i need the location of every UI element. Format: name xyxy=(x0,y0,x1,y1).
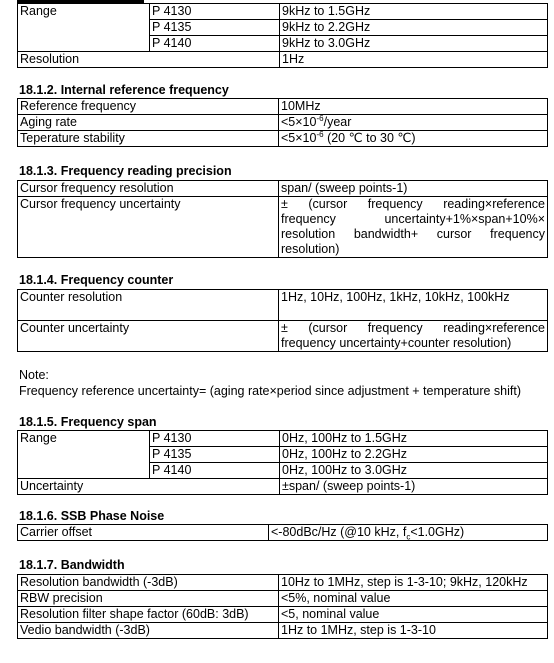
internal-reference-table xyxy=(17,98,548,147)
range-label: Range xyxy=(18,4,150,52)
row-value: <5, nominal value xyxy=(279,607,548,623)
row-label: Vedio bandwidth (-3dB) xyxy=(18,623,279,639)
value-text: /year xyxy=(323,115,352,129)
frequency-reading-table xyxy=(17,180,548,258)
row-value: <5%, nominal value xyxy=(279,591,548,607)
table-row xyxy=(18,52,548,68)
table-row xyxy=(18,525,548,541)
table-row xyxy=(18,591,548,607)
model-cell: P 4130 xyxy=(150,431,280,447)
section-heading-frequency-reading: 18.1.3. Frequency reading precision xyxy=(19,164,232,178)
value-subscript: c xyxy=(406,532,411,541)
row-value xyxy=(279,131,548,147)
value-text: <1.0GHz) xyxy=(410,525,465,539)
bandwidth-table xyxy=(17,574,548,639)
table-row xyxy=(18,99,548,115)
value-exponent: -6 xyxy=(316,114,324,123)
resolution-label: Resolution xyxy=(18,52,280,68)
model-cell: P 4140 xyxy=(150,463,280,479)
table-row xyxy=(18,321,548,352)
table-row xyxy=(18,290,548,321)
value-cell: 0Hz, 100Hz to 2.2GHz xyxy=(280,447,548,463)
table-row xyxy=(18,181,548,197)
row-value: 1Hz to 1MHz, step is 1-3-10 xyxy=(279,623,548,639)
row-label: Resolution bandwidth (-3dB) xyxy=(18,575,279,591)
row-value: 10MHz xyxy=(279,99,548,115)
row-label: Cursor frequency resolution xyxy=(18,181,279,197)
table-row xyxy=(18,131,548,147)
range-table xyxy=(17,3,548,68)
table-row xyxy=(18,4,548,20)
row-label: Reference frequency xyxy=(18,99,279,115)
row-value: span/ (sweep points-1) xyxy=(279,181,548,197)
frequency-span-table xyxy=(17,430,548,495)
value-cell: 9kHz to 1.5GHz xyxy=(280,4,548,20)
row-value xyxy=(279,115,548,131)
table-row xyxy=(18,115,548,131)
value-text: <5×10 xyxy=(281,131,317,145)
value-exponent: -6 xyxy=(316,130,324,139)
frequency-counter-table xyxy=(17,289,548,352)
uncertainty-value: ±span/ (sweep points-1) xyxy=(280,479,548,495)
row-label: Cursor frequency uncertainty xyxy=(18,197,279,258)
uncertainty-label: Uncertainty xyxy=(18,479,280,495)
range-label: Range xyxy=(18,431,150,479)
table-row xyxy=(18,607,548,623)
table-row xyxy=(18,623,548,639)
value-text: <-80dBc/Hz (@10 kHz, f xyxy=(271,525,407,539)
table-row xyxy=(18,197,548,258)
section-heading-frequency-counter: 18.1.4. Frequency counter xyxy=(19,273,174,287)
row-value xyxy=(269,525,548,541)
value-text: (20 ℃ to 30 ℃) xyxy=(323,131,416,145)
resolution-value: 1Hz xyxy=(280,52,548,68)
section-heading-frequency-span: 18.1.5. Frequency span xyxy=(19,415,157,429)
section-heading-internal-reference: 18.1.2. Internal reference frequency xyxy=(19,83,229,97)
table-row xyxy=(18,575,548,591)
row-label: Resolution filter shape factor (60dB: 3dB) xyxy=(18,607,279,623)
table-row xyxy=(18,479,548,495)
value-cell: 0Hz, 100Hz to 1.5GHz xyxy=(280,431,548,447)
row-value: ± (cursor frequency reading×reference frequency uncertainty+counter resolution) xyxy=(279,321,548,352)
row-value: 1Hz, 10Hz, 100Hz, 1kHz, 10kHz, 100kHz xyxy=(279,290,548,321)
row-label: Counter uncertainty xyxy=(18,321,279,352)
section-heading-ssb-phase-noise: 18.1.6. SSB Phase Noise xyxy=(19,509,165,523)
model-cell: P 4130 xyxy=(150,4,280,20)
value-text: <5×10 xyxy=(281,115,317,129)
row-label: Carrier offset xyxy=(18,525,269,541)
row-label: Aging rate xyxy=(18,115,279,131)
row-value: ± (cursor frequency reading×reference frequency uncertainty+1%×span+10%× resolution bandwidth+ cursor frequency resolution) xyxy=(279,197,548,258)
row-label: Teperature stability xyxy=(18,131,279,147)
model-cell: P 4135 xyxy=(150,447,280,463)
value-cell: 9kHz to 3.0GHz xyxy=(280,36,548,52)
note-text: Frequency reference uncertainty= (aging rate×period since adjustment + temperature shift) xyxy=(19,384,522,398)
value-cell: 9kHz to 2.2GHz xyxy=(280,20,548,36)
ssb-phase-noise-table xyxy=(17,524,548,541)
row-label: RBW precision xyxy=(18,591,279,607)
table-row xyxy=(18,431,548,447)
model-cell: P 4135 xyxy=(150,20,280,36)
note-title: Note: xyxy=(19,368,49,382)
row-value: 10Hz to 1MHz, step is 1-3-10; 9kHz, 120kHz xyxy=(279,575,548,591)
model-cell: P 4140 xyxy=(150,36,280,52)
section-heading-bandwidth: 18.1.7. Bandwidth xyxy=(19,558,125,572)
row-label: Counter resolution xyxy=(18,290,279,321)
value-cell: 0Hz, 100Hz to 3.0GHz xyxy=(280,463,548,479)
